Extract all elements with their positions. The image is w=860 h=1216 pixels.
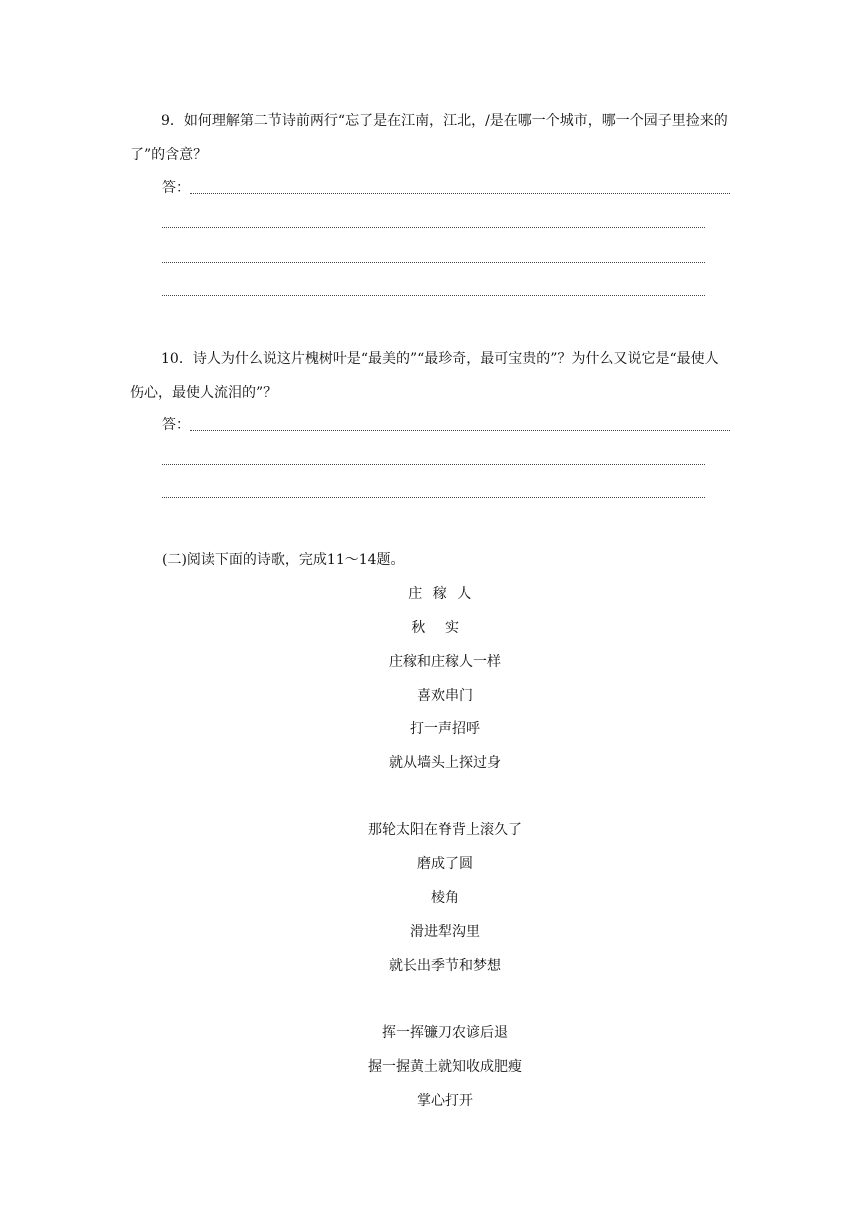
question-10-answer-line-2[interactable] xyxy=(162,464,705,465)
question-9-answer-line-4[interactable] xyxy=(162,295,705,296)
section-heading: (二)阅读下面的诗歌，完成11～14题。 xyxy=(162,552,405,568)
question-9-answer-line-2[interactable] xyxy=(162,227,705,228)
poem-line: 滑进犁沟里 xyxy=(410,924,480,940)
question-10 xyxy=(130,342,732,410)
poem-line: 庄稼和庄稼人一样 xyxy=(389,654,501,670)
poem-line: 磨成了圆 xyxy=(417,856,473,872)
poem-title: 庄稼人 xyxy=(408,586,482,602)
poem-line: 掌心打开 xyxy=(417,1093,473,1109)
poem-line: 喜欢串门 xyxy=(417,688,473,704)
question-10-answer-label: 答： xyxy=(162,417,190,433)
question-10-answer-row xyxy=(162,415,730,435)
poem-line: 就长出季节和梦想 xyxy=(389,958,501,974)
question-9-answer-label: 答： xyxy=(162,180,190,196)
poem-line: 棱角 xyxy=(431,890,459,906)
question-9-answer-line-3[interactable] xyxy=(162,262,705,263)
poem-line: 打一声招呼 xyxy=(410,721,480,737)
poem-line: 那轮太阳在脊背上滚久了 xyxy=(368,822,522,838)
poem-line: 挥一挥镰刀农谚后退 xyxy=(382,1025,508,1041)
question-10-text: 诗人为什么说这片槐树叶是“最美的”“最珍奇，最可宝贵的”？为什么又说它是“最使人伤心，最使人流泪的”？ xyxy=(130,351,719,401)
question-9-answer-line-1[interactable] xyxy=(190,193,730,194)
question-9-answer-row xyxy=(162,178,730,198)
poem-line: 握一握黄土就知收成肥瘦 xyxy=(368,1059,522,1075)
question-10-answer-line-1[interactable] xyxy=(190,430,730,431)
question-9 xyxy=(130,104,732,172)
poem-line: 就从墙头上探过身 xyxy=(389,755,501,771)
question-10-answer-line-3[interactable] xyxy=(162,497,705,498)
question-9-number: 9． xyxy=(161,113,184,129)
poem-author: 秋实 xyxy=(411,620,479,636)
question-9-text: 如何理解第二节诗前两行“忘了是在江南，江北，/是在哪一个城市，哪一个园子里捡来的了”的含意？ xyxy=(130,113,728,163)
question-10-number: 10． xyxy=(161,351,193,367)
